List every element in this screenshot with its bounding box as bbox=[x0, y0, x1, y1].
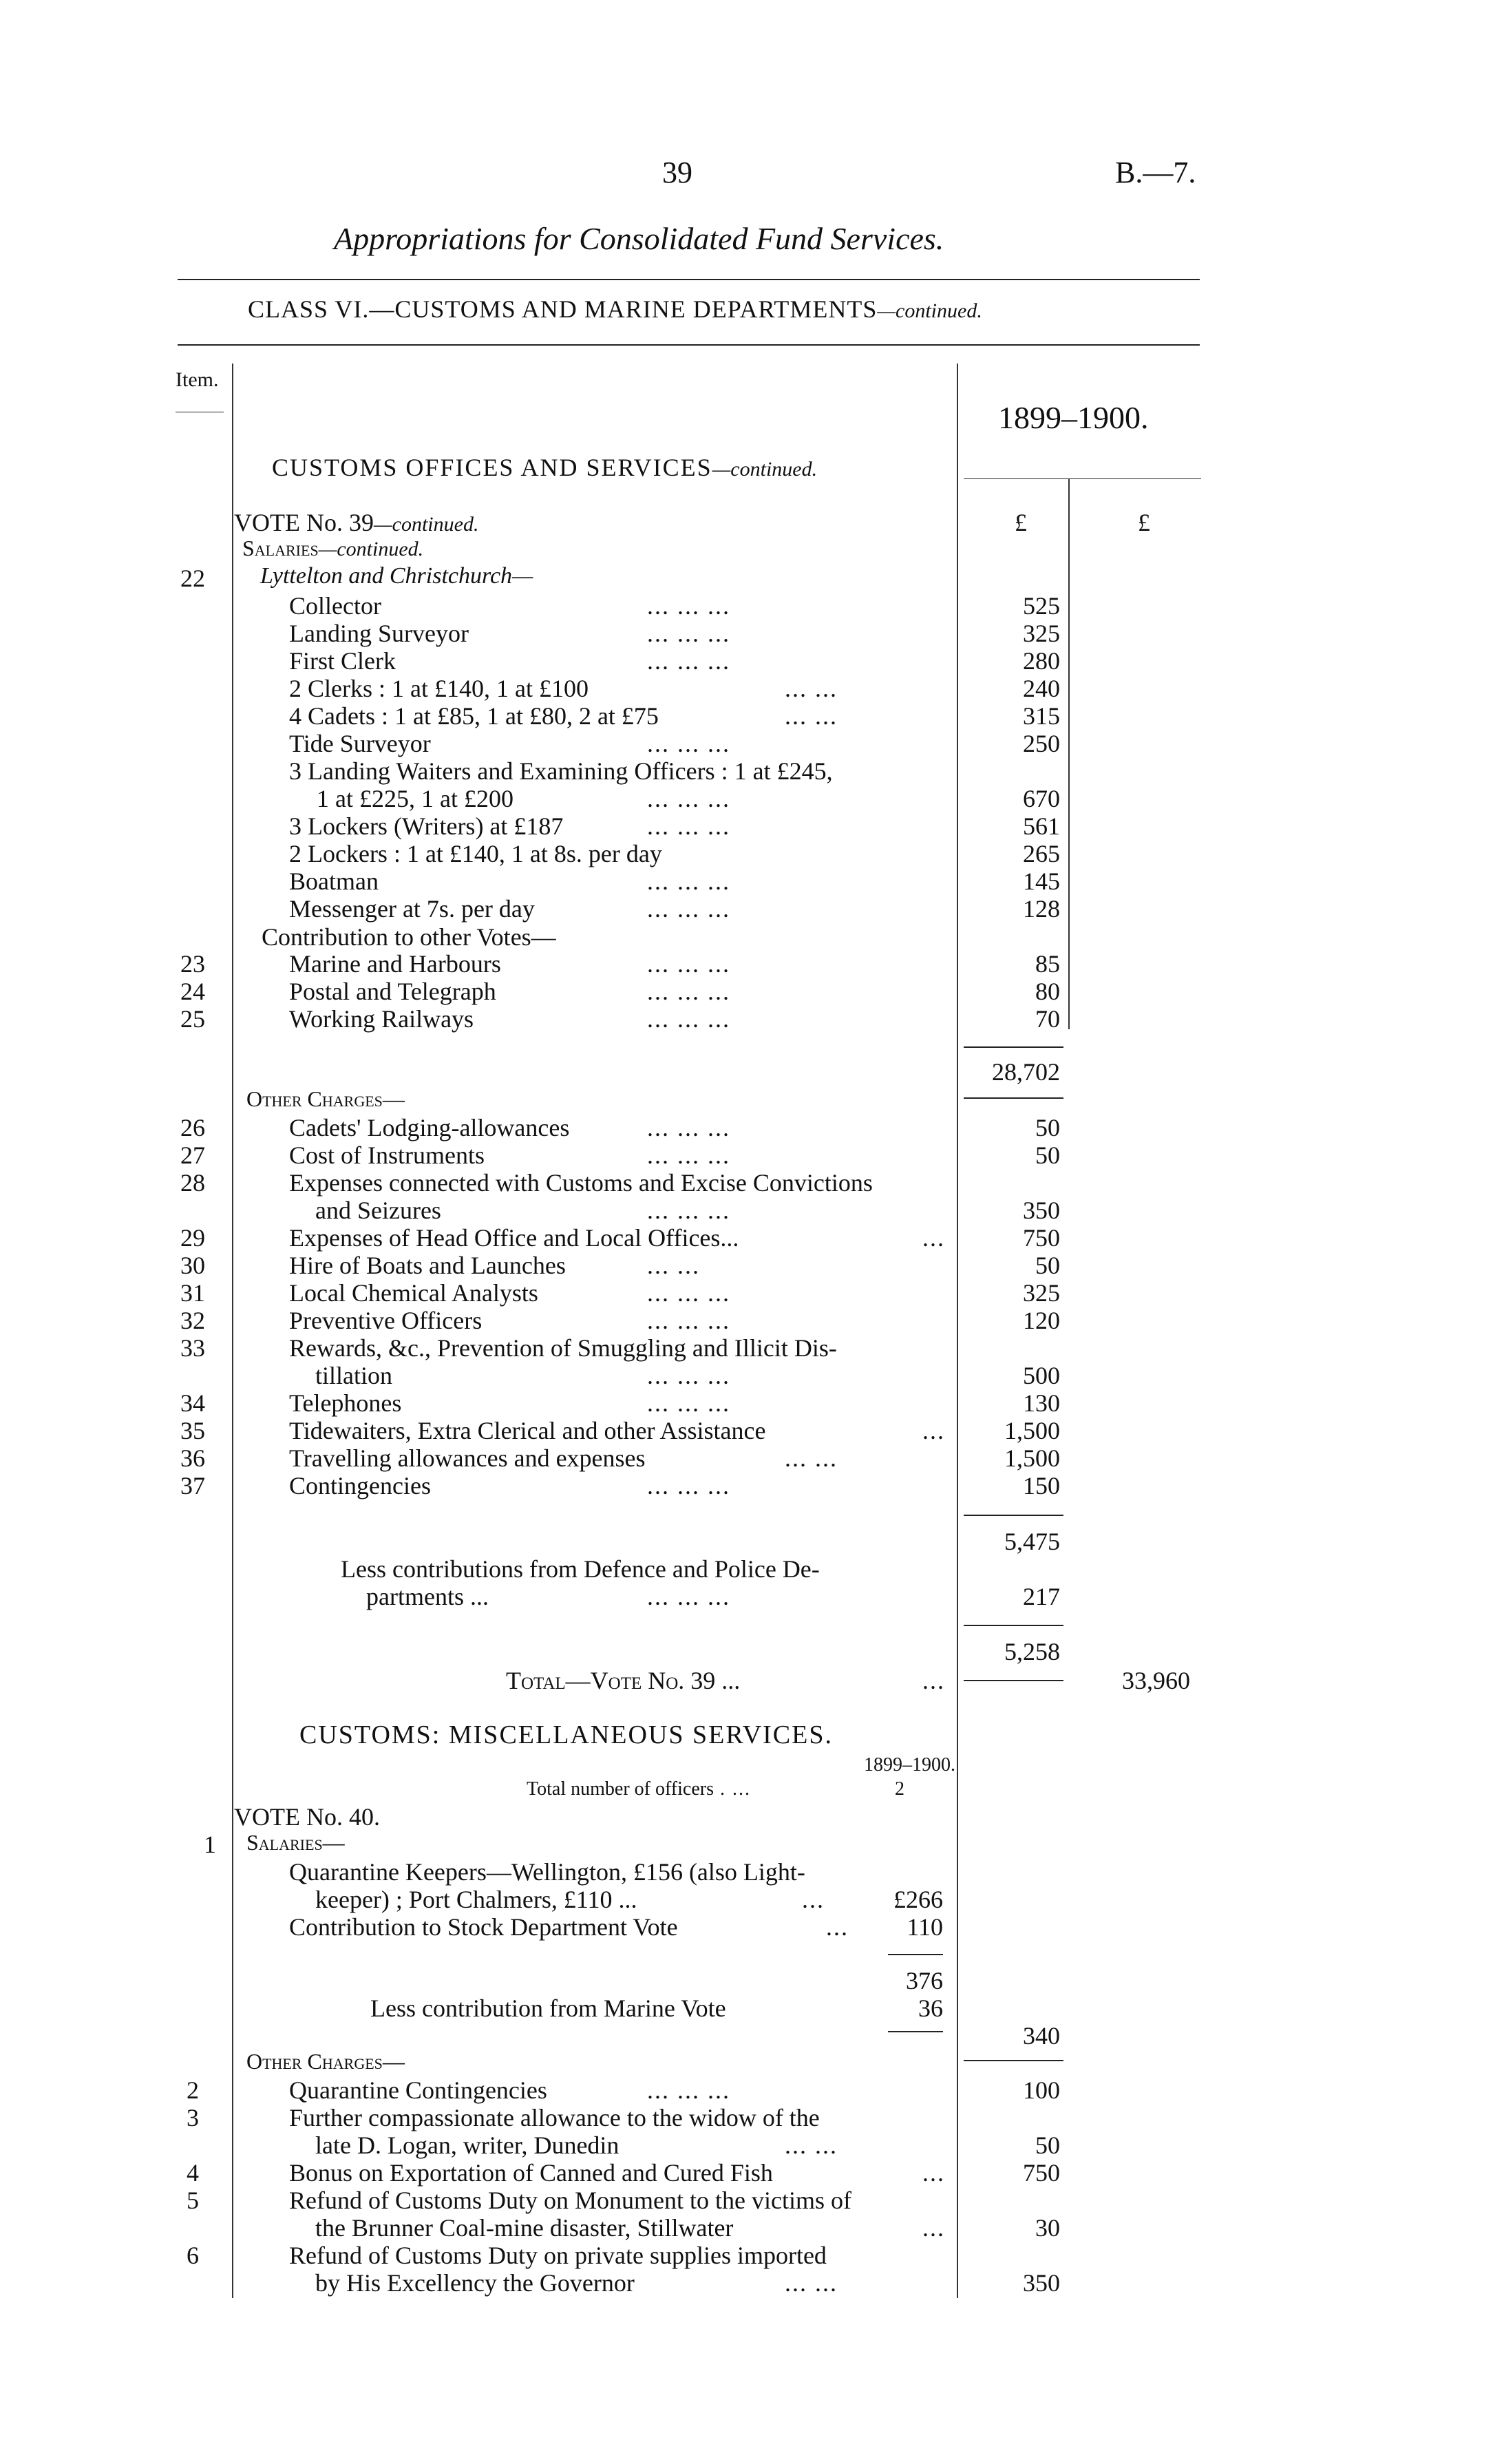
leader-dots: ... ... ... bbox=[647, 730, 730, 757]
vote-39-total-amount: 33,960 bbox=[1122, 1667, 1190, 1694]
vote40-salary-sum-rule bbox=[888, 1954, 943, 1955]
row-description: Landing Surveyor bbox=[289, 620, 469, 647]
leader-dots: ... ... ... bbox=[647, 812, 730, 840]
row-amount: 325 bbox=[1023, 620, 1060, 647]
less-contributions-amount: 217 bbox=[1023, 1583, 1060, 1610]
officers-count: 2 bbox=[895, 1778, 904, 1800]
salaries-subtotal-rule bbox=[964, 1097, 1063, 1099]
row-amount: 1,500 bbox=[1004, 1417, 1060, 1444]
row-amount: 85 bbox=[1035, 950, 1060, 978]
row-amount: 250 bbox=[1023, 730, 1060, 757]
item-number: 31 bbox=[180, 1279, 205, 1307]
row-description: Cadets' Lodging-allowances bbox=[289, 1114, 570, 1141]
vote-40-heading: VOTE No. 40. bbox=[234, 1803, 380, 1831]
salaries-heading bbox=[242, 536, 423, 561]
row-amount: 561 bbox=[1023, 812, 1060, 840]
location-heading: Lyttelton and Christchurch— bbox=[260, 563, 533, 589]
leader-dots: ... ... ... bbox=[647, 592, 730, 620]
officers-count-line bbox=[527, 1778, 751, 1800]
leader-dots: ... bbox=[922, 1224, 945, 1252]
item-number: 37 bbox=[180, 1472, 205, 1499]
row-amount: 50 bbox=[1035, 2131, 1060, 2159]
leader-dots: ... ... ... bbox=[647, 1362, 730, 1389]
leader-dots: ... bbox=[922, 1417, 945, 1444]
leader-dots: ... ... bbox=[785, 675, 838, 702]
item-number: 29 bbox=[180, 1224, 205, 1252]
row-amount: 50 bbox=[1035, 1141, 1060, 1169]
row-description: Further compassionate allowance to the widow of the bbox=[289, 2104, 820, 2131]
row-description: Hire of Boats and Launches bbox=[289, 1252, 566, 1279]
other-charges-heading-vote40: Other Charges— bbox=[246, 2049, 405, 2074]
class-heading-continued: —continued. bbox=[877, 299, 982, 322]
vote40-salaries-total: 340 bbox=[1023, 2022, 1060, 2050]
row-amount: 280 bbox=[1023, 647, 1060, 675]
less-contributions-line1: Less contributions from Defence and Police De- bbox=[341, 1555, 820, 1583]
row-description: Expenses connected with Customs and Excise Convictions bbox=[289, 1169, 873, 1197]
vote-39-heading bbox=[234, 508, 478, 537]
item-number: 30 bbox=[180, 1252, 205, 1279]
item-number: 27 bbox=[180, 1141, 205, 1169]
row-description: Tidewaiters, Extra Clerical and other Assistance bbox=[289, 1417, 766, 1444]
quarantine-keepers-line2: keeper) ; Port Chalmers, £110 ... bbox=[315, 1886, 637, 1913]
vote-39-text: VOTE No. 39 bbox=[234, 509, 374, 536]
item-number: 4 bbox=[187, 2159, 199, 2187]
officers-label: Total number of officers bbox=[527, 1778, 714, 1800]
item-number: 36 bbox=[180, 1444, 205, 1472]
leader-dots: ... bbox=[922, 2159, 945, 2187]
row-description: Cost of Instruments bbox=[289, 1141, 485, 1169]
item-number: 26 bbox=[180, 1114, 205, 1141]
row-description: Boatman bbox=[289, 867, 379, 895]
item-number: 2 bbox=[187, 2076, 199, 2104]
row-amount: 350 bbox=[1023, 1197, 1060, 1224]
charges-net-rule bbox=[964, 1625, 1063, 1626]
row-amount: 50 bbox=[1035, 1114, 1060, 1141]
leader-dots: ... bbox=[922, 2214, 945, 2242]
leader-dots: ... ... ... bbox=[647, 1472, 730, 1499]
item-number: 33 bbox=[180, 1334, 205, 1362]
quarantine-keepers-amount: £266 bbox=[893, 1886, 943, 1913]
vote-39-continued: —continued. bbox=[373, 513, 479, 536]
leader-dots: ... ... ... bbox=[647, 1141, 730, 1169]
item-number: 23 bbox=[180, 950, 205, 978]
leader-dots: ... ... bbox=[785, 2269, 838, 2297]
row-amount: 265 bbox=[1023, 840, 1060, 867]
leader-dots: ... ... ... bbox=[647, 1389, 730, 1417]
section-title-customs-offices bbox=[272, 453, 817, 482]
salaries-sum-rule bbox=[964, 1046, 1063, 1048]
page-number: 39 bbox=[662, 156, 692, 189]
salaries-text: Salaries bbox=[242, 536, 319, 560]
salaries-heading-vote40: Salaries— bbox=[246, 1830, 345, 1855]
item-number: 22 bbox=[180, 565, 205, 592]
header-rule-bottom bbox=[178, 344, 1200, 346]
salaries-subtotal: 28,702 bbox=[992, 1058, 1060, 1086]
leader-dots: ... bbox=[802, 1886, 825, 1913]
row-description: Expenses of Head Office and Local Offices... bbox=[289, 1224, 739, 1252]
row-amount: 350 bbox=[1023, 2269, 1060, 2297]
row-amount: 750 bbox=[1023, 2159, 1060, 2187]
leader-dots: ... ... bbox=[785, 1444, 838, 1472]
item-number: 1 bbox=[204, 1831, 216, 1858]
vote40-salaries-total-rule bbox=[964, 2060, 1063, 2061]
row-amount: 240 bbox=[1023, 675, 1060, 702]
class-heading-text: CLASS VI.—CUSTOMS AND MARINE DEPARTMENTS bbox=[248, 295, 878, 323]
row-amount: 120 bbox=[1023, 1307, 1060, 1334]
row-description: Refund of Customs Duty on private supplies imported bbox=[289, 2242, 827, 2269]
row-amount: 750 bbox=[1023, 1224, 1060, 1252]
row-description: 1 at £225, 1 at £200 bbox=[317, 785, 513, 812]
item-number: 34 bbox=[180, 1389, 205, 1417]
leader-dots: ... ... bbox=[647, 1252, 700, 1279]
row-description: and Seizures bbox=[315, 1197, 441, 1224]
amount-total-divider bbox=[1068, 478, 1070, 1029]
quarantine-keepers-line1: Quarantine Keepers—Wellington, £156 (also Light- bbox=[289, 1858, 805, 1886]
row-description: Postal and Telegraph bbox=[289, 978, 496, 1005]
row-description: 4 Cadets : 1 at £85, 1 at £80, 2 at £75 bbox=[289, 702, 659, 730]
row-description: Travelling allowances and expenses bbox=[289, 1444, 646, 1472]
row-amount: 70 bbox=[1035, 1005, 1060, 1033]
row-description: 3 Landing Waiters and Examining Officers : 1 at £245, bbox=[289, 757, 833, 785]
class-heading bbox=[248, 295, 982, 324]
section2-year: 1899–1900. bbox=[864, 1754, 955, 1776]
description-amount-divider bbox=[957, 364, 958, 2298]
row-description: the Brunner Coal-mine disaster, Stillwater bbox=[315, 2214, 734, 2242]
leader-dots: ... bbox=[826, 1913, 849, 1941]
row-description: Quarantine Contingencies bbox=[289, 2076, 547, 2104]
section-title-text: CUSTOMS OFFICES AND SERVICES bbox=[272, 454, 712, 481]
row-amount: 30 bbox=[1035, 2214, 1060, 2242]
vote-total-rule bbox=[964, 1680, 1063, 1681]
item-number: 6 bbox=[187, 2242, 199, 2269]
stock-contribution-label: Contribution to Stock Department Vote bbox=[289, 1913, 678, 1941]
row-amount: 80 bbox=[1035, 978, 1060, 1005]
row-description: Working Railways bbox=[289, 1005, 474, 1033]
leader-dots: ... ... ... bbox=[647, 1114, 730, 1141]
row-amount: 130 bbox=[1023, 1389, 1060, 1417]
row-amount: 315 bbox=[1023, 702, 1060, 730]
item-number: 24 bbox=[180, 978, 205, 1005]
row-amount: 100 bbox=[1023, 2076, 1060, 2104]
row-description: Telephones bbox=[289, 1389, 402, 1417]
header-rule-top bbox=[178, 279, 1200, 280]
vote40-salary-sum: 376 bbox=[906, 1967, 943, 1994]
row-description: Preventive Officers bbox=[289, 1307, 483, 1334]
section-title-miscellaneous: CUSTOMS: MISCELLANEOUS SERVICES. bbox=[299, 1720, 833, 1749]
section-title-continued: —continued. bbox=[712, 458, 818, 481]
row-amount: 525 bbox=[1023, 592, 1060, 620]
row-description: Local Chemical Analysts bbox=[289, 1279, 538, 1307]
less-contributions-line2: partments ... bbox=[366, 1583, 489, 1610]
year-header-underline bbox=[964, 478, 1201, 479]
leader-dots: ... ... ... bbox=[647, 1197, 730, 1224]
row-description: Marine and Harbours bbox=[289, 950, 501, 978]
vote40-net-rule bbox=[888, 2031, 943, 2032]
leader-dots: ... ... ... bbox=[647, 950, 730, 978]
row-description: Bonus on Exportation of Canned and Cured Fish bbox=[289, 2159, 773, 2187]
vote-39-total-label bbox=[506, 1666, 740, 1695]
row-amount: 500 bbox=[1023, 1362, 1060, 1389]
row-amount: 128 bbox=[1023, 895, 1060, 923]
row-amount: 150 bbox=[1023, 1472, 1060, 1499]
leader-dots: ... ... ... bbox=[647, 895, 730, 923]
leader-dots: ... ... ... bbox=[647, 1005, 730, 1033]
salaries-continued: —continued. bbox=[318, 538, 424, 560]
year-column-header: 1899–1900. bbox=[998, 400, 1149, 435]
contribution-heading: Contribution to other Votes— bbox=[262, 923, 556, 951]
row-description: by His Excellency the Governor bbox=[315, 2269, 635, 2297]
row-description: tillation bbox=[315, 1362, 392, 1389]
leader-dots: ... ... ... bbox=[647, 785, 730, 812]
leader-dots: ... ... ... bbox=[647, 647, 730, 675]
row-amount: 145 bbox=[1023, 867, 1060, 895]
item-number: 35 bbox=[180, 1417, 205, 1444]
less-marine-label: Less contribution from Marine Vote bbox=[370, 1994, 726, 2022]
row-description: Tide Surveyor bbox=[289, 730, 431, 757]
row-description: 2 Clerks : 1 at £140, 1 at £100 bbox=[289, 675, 589, 702]
total-label-text: Total—Vote No. 39 ... bbox=[506, 1667, 741, 1694]
pound-sign-total: £ bbox=[1138, 509, 1150, 536]
page-title: Appropriations for Consolidated Fund Services. bbox=[334, 221, 944, 256]
charges-net-total: 5,258 bbox=[1004, 1638, 1060, 1665]
leader-dots: ... ... bbox=[785, 2131, 838, 2159]
document-reference: B.—7. bbox=[1115, 156, 1196, 189]
row-description: 3 Lockers (Writers) at £187 bbox=[289, 812, 564, 840]
item-number: 5 bbox=[187, 2187, 199, 2214]
other-charges-heading: Other Charges— bbox=[246, 1086, 405, 1111]
item-column-header: Item. bbox=[176, 368, 219, 391]
row-description: Messenger at 7s. per day bbox=[289, 895, 535, 923]
row-description: Rewards, &c., Prevention of Smuggling and Illicit Dis- bbox=[289, 1334, 837, 1362]
row-description: Collector bbox=[289, 592, 381, 620]
item-number: 3 bbox=[187, 2104, 199, 2131]
charges-subtotal: 5,475 bbox=[1004, 1528, 1060, 1555]
row-description: 2 Lockers : 1 at £140, 1 at 8s. per day bbox=[289, 840, 662, 867]
item-number: 32 bbox=[180, 1307, 205, 1334]
leader-dots: ... ... ... bbox=[647, 620, 730, 647]
leader-dots: ... ... bbox=[785, 702, 838, 730]
item-number: 25 bbox=[180, 1005, 205, 1033]
row-description: Contingencies bbox=[289, 1472, 431, 1499]
leader-dots: ... ... ... bbox=[647, 978, 730, 1005]
stock-contribution-amount: 110 bbox=[907, 1913, 943, 1941]
row-amount: 325 bbox=[1023, 1279, 1060, 1307]
row-amount: 670 bbox=[1023, 785, 1060, 812]
row-description: late D. Logan, writer, Dunedin bbox=[315, 2131, 619, 2159]
leader-dots: ... ... ... bbox=[647, 1583, 730, 1610]
row-description: Refund of Customs Duty on Monument to the victims of bbox=[289, 2187, 851, 2214]
officers-dots: . ... bbox=[714, 1778, 751, 1800]
row-description: First Clerk bbox=[289, 647, 396, 675]
item-column-divider bbox=[232, 364, 233, 2298]
item-number: 28 bbox=[180, 1169, 205, 1197]
leader-dots: ... ... ... bbox=[647, 2076, 730, 2104]
leader-dots: ... ... ... bbox=[647, 1279, 730, 1307]
less-marine-amount: 36 bbox=[918, 1994, 943, 2022]
leader-dots: ... bbox=[922, 1667, 945, 1694]
pound-sign-amount: £ bbox=[1015, 509, 1027, 536]
row-amount: 1,500 bbox=[1004, 1444, 1060, 1472]
leader-dots: ... ... ... bbox=[647, 867, 730, 895]
leader-dots: ... ... ... bbox=[647, 1307, 730, 1334]
row-amount: 50 bbox=[1035, 1252, 1060, 1279]
charges-sum-rule bbox=[964, 1515, 1063, 1516]
